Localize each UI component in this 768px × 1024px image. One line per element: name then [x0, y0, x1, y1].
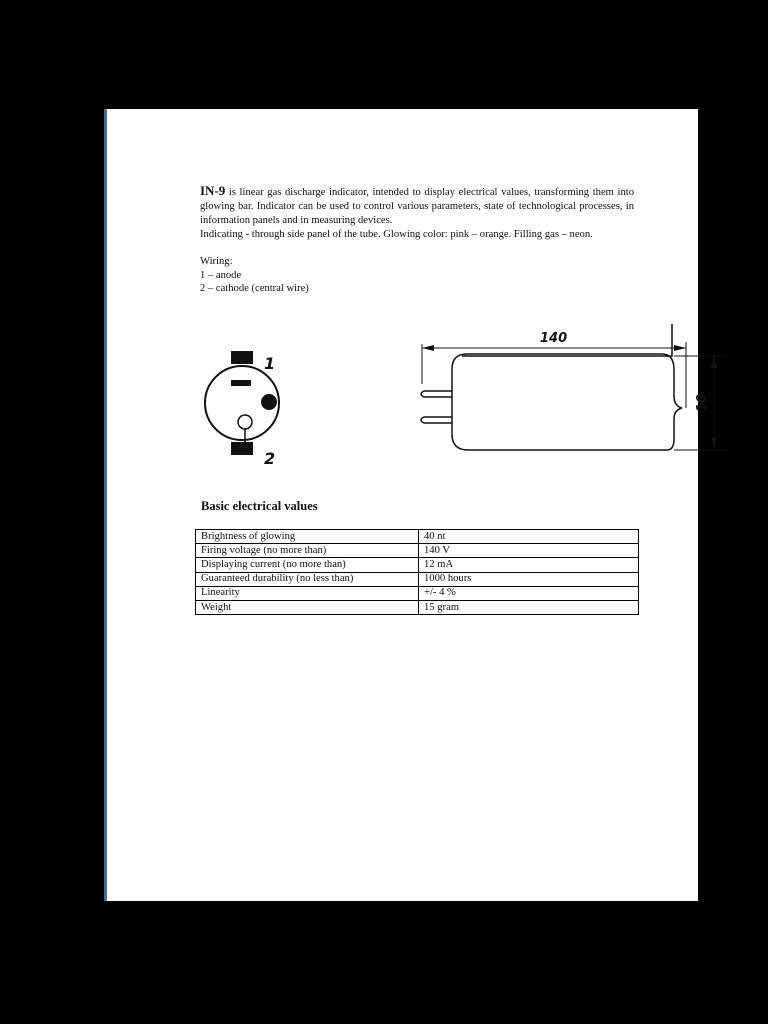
table-row: [196, 600, 639, 614]
anode-bar: [231, 380, 251, 386]
table-row: [196, 586, 639, 600]
param-cell: Brightness of glowing: [196, 530, 419, 544]
value-cell: 12 mA: [419, 558, 639, 572]
pin-label-2: 2: [264, 449, 276, 468]
product-name: IN-9: [200, 183, 226, 198]
table-row: [196, 530, 639, 544]
cathode-pin-circle: [238, 415, 252, 429]
intro-text: is linear gas discharge indicator, intended to display electrical values, transforming them into glowing bar. Indicator can be used to control various parameters, state of technological processes, in information panels and in measuring devices.: [200, 187, 634, 226]
wiring-block: [200, 255, 634, 297]
param-cell: Guaranteed durability (no less than): [196, 572, 419, 586]
table-row: [196, 572, 639, 586]
table-row: [196, 544, 639, 558]
anode-terminal: [231, 351, 253, 364]
tube-drawing-svg: [202, 324, 710, 474]
cathode-terminal: [231, 442, 253, 455]
diameter-arrow-top: [711, 356, 717, 368]
lead-top: [421, 391, 452, 397]
param-cell: Weight: [196, 600, 419, 614]
value-cell: 1000 hours: [419, 572, 639, 586]
tube-drawing: [202, 324, 710, 474]
length-arrow-left: [422, 345, 434, 351]
param-cell: Firing voltage (no more than): [196, 544, 419, 558]
section-title: Basic electrical values: [201, 499, 318, 513]
value-cell: +/- 4 %: [419, 586, 639, 600]
lead-bottom: [421, 417, 452, 423]
table-row: [196, 558, 639, 572]
value-cell: 15 gram: [419, 600, 639, 614]
wiring-item-cathode: 2 – cathode (central wire): [200, 283, 309, 295]
param-cell: Displaying current (no more than): [196, 558, 419, 572]
diameter-arrow-bottom: [711, 438, 717, 450]
wiring-title: Wiring:: [200, 255, 233, 267]
value-cell: 40 nt: [419, 530, 639, 544]
document-page: [104, 109, 710, 901]
intro-block: [200, 184, 634, 296]
param-cell: Linearity: [196, 586, 419, 600]
indicating-paragraph: Indicating - through side panel of the tube. Glowing color: pink – orange. Filling gas – neon.: [200, 228, 593, 240]
diameter-label: 10: [695, 393, 710, 412]
wiring-item-anode: 1 – anode: [200, 269, 242, 281]
values-table: [195, 529, 639, 615]
length-label: 140: [540, 331, 568, 346]
value-cell: 140 V: [419, 544, 639, 558]
length-arrow-right: [674, 345, 686, 351]
filled-dot: [261, 394, 277, 410]
intro-paragraph: [200, 184, 634, 228]
pin-label-1: 1: [264, 354, 276, 373]
